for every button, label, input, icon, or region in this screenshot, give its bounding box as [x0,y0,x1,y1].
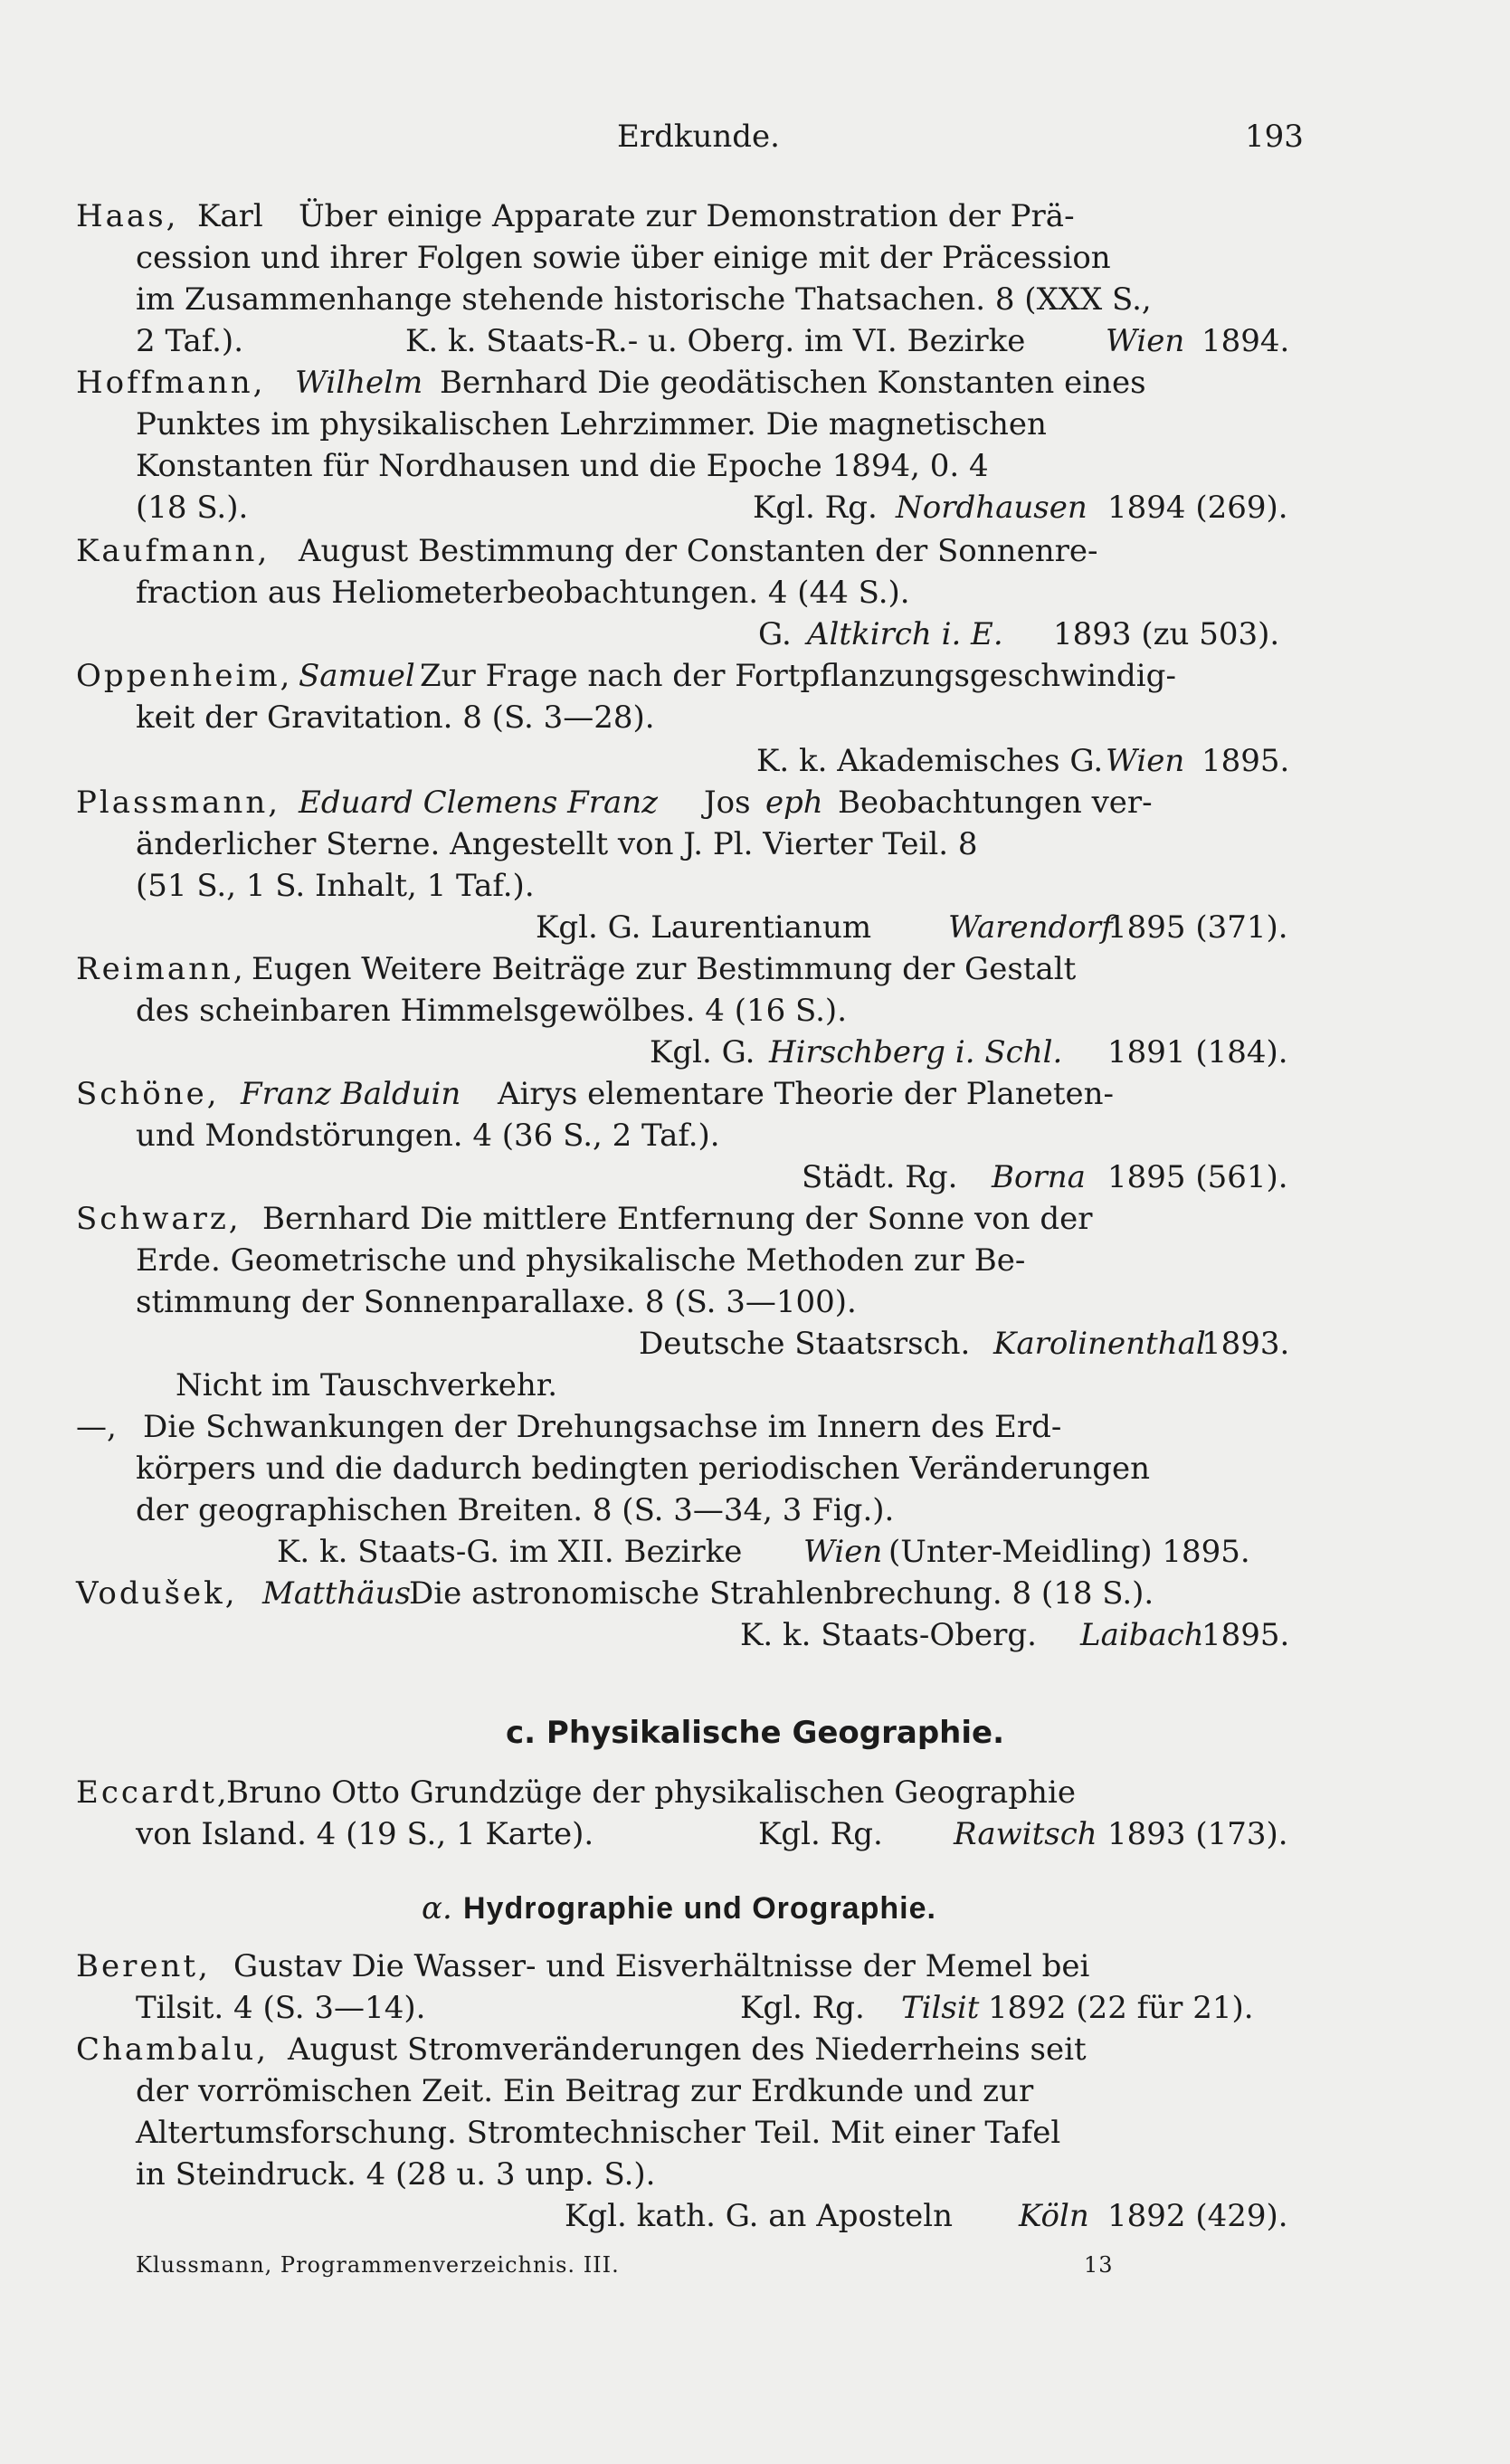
entry-line: Eccardt, Bruno Otto Grundzüge der physikalischen Geographie [0,1772,1510,1813]
author-name: Oppenheim, [76,658,293,694]
entry-line: K. k. Staats-Oberg. Laibach 1895. [740,1617,1290,1653]
entry-line: in Steindruck. 4 (28 u. 3 unp. S.). [136,2156,656,2193]
entry-line: stimmung der Sonnenparallaxe. 8 (S. 3—100). [136,1284,857,1320]
author-name: Eccardt, [76,1774,230,1811]
author-name: Haas, [76,198,179,234]
footer-publication: Klussmann, Programmenverzeichnis. III. [136,2252,620,2278]
entry-line: keit der Gravitation. 8 (S. 3—28). [136,699,655,736]
page-footer [0,2244,1510,2286]
author-name: Kaufmann, [76,533,271,569]
entry-line: Deutsche Staatsrsch. Karolinenthal 1893. [639,1326,1290,1362]
author-name: Schwarz, [76,1201,242,1237]
entry-note: Nicht im Tauschverkehr. [176,1367,558,1403]
entry-line: Altertumsforschung. Stromtechnischer Teil. Mit einer Tafel [136,2115,1061,2151]
entry-line: von Island. 4 (19 S., 1 Karte). Kgl. Rg. Rawitsch 1893 (173). [136,1816,1288,1852]
entry-line: der vorrömischen Zeit. Ein Beitrag zur Erdkunde und zur [136,2073,1034,2109]
author-name: Chambalu, [76,2031,270,2068]
author-name: Plassmann, [76,785,281,821]
entry-line: K. k. Staats-G. im XII. Bezirke Wien (Unter-Meidling) 1895. [277,1534,1250,1570]
entry-line: Schwarz, Bernhard Die mittlere Entfernung der Sonne von der [0,1198,1510,1240]
entry-line: —, Die Schwankungen der Drehungsachse im Innern des Erd- [76,1409,1062,1445]
entry-line: Konstanten für Nordhausen und die Epoche 1894, 0. 4 [136,448,989,484]
author-name: Schöne, [76,1076,220,1112]
author-name: Vodušek, [76,1575,238,1612]
entry-line: Oppenheim, Samuel Zur Frage nach der Fortpflanzungsgeschwindig- [0,655,1510,697]
entry-line: Schöne, Franz Balduin Airys elementare Theorie der Planeten- [0,1073,1510,1115]
entry-line: Chambalu, August Stromveränderungen des Niederrheins seit [0,2029,1510,2070]
entry-line: der geographischen Breiten. 8 (S. 3—34, 3 Fig.). [136,1492,895,1528]
section-heading: c. Physikalische Geographie. [506,1715,1004,1751]
entry-line: Kaufmann, August Bestimmung der Constanten der Sonnenre- [0,530,1510,572]
entry-line: Kgl. G. Hirschberg i. Schl. 1891 (184). [650,1034,1288,1070]
entry-line: Kgl. kath. G. an Aposteln Köln 1892 (429). [565,2198,1288,2234]
entry-line: Kgl. G. Laurentianum Warendorf 1895 (371). [536,909,1288,946]
entry-line: Vodušek, Matthäus Die astronomische Strahlenbrechung. 8 (18 S.). [0,1573,1510,1614]
entry-line: cession und ihrer Folgen sowie über einige mit der Präcession [136,240,1111,276]
entry-line: im Zusammenhange stehende historische Thatsachen. 8 (XXX S., [136,281,1152,318]
entry-line: des scheinbaren Himmelsgewölbes. 4 (16 S.). [136,993,848,1029]
entry-line: Städt. Rg. Borna 1895 (561). [802,1159,1288,1195]
subsection-heading: α. Hydrographie und Orographie. [422,1890,936,1926]
entry-line: änderlicher Sterne. Angestellt von J. Pl. Vierter Teil. 8 [136,826,978,862]
entry-line: fraction aus Heliometerbeobachtungen. 4 (44 S.). [136,575,910,611]
entry-line: (51 S., 1 S. Inhalt, 1 Taf.). [136,868,535,904]
author-name: Reimann, [76,951,246,987]
entry-line: Erde. Geometrische und physikalische Methoden zur Be- [136,1242,1026,1279]
entry-line: Plassmann, Eduard Clemens Franz Jos e ph Beobachtungen ver- [0,782,1510,823]
entry-line: Punktes im physikalischen Lehrzimmer. Die magnetischen [136,406,1047,442]
entry-line: Hoffmann, Wilhelm Bernhard Die geodätischen Konstanten eines [0,362,1510,404]
entry-line: (18 S.). Kgl. Rg. Nordhausen 1894 (269). [136,490,1288,526]
running-header [0,116,1510,157]
entry-line: Haas, Karl Über einige Apparate zur Demonstration der Prä- [0,195,1510,237]
author-name: Berent, [76,1948,211,1984]
header-title: Erdkunde. [617,119,780,155]
entry-line: Tilsit. 4 (S. 3—14). Kgl. Rg. Tilsit 1892 (22 für 21). [136,1990,1254,2026]
page-number: 193 [1245,119,1304,155]
entry-line: G. Altkirch i. E. 1893 (zu 503). [758,616,1280,652]
entry-line: und Mondstörungen. 4 (36 S., 2 Taf.). [136,1118,720,1154]
entry-line: Reimann, Eugen Weitere Beiträge zur Bestimmung der Gestalt [0,948,1510,990]
entry-line: K. k. Akademisches G. Wien 1895. [756,743,1290,779]
entry-line: 2 Taf.). K. k. Staats-R.- u. Oberg. im VI. Bezirke Wien 1894. [136,323,1290,359]
entry-line: Berent, Gustav Die Wasser- und Eisverhältnisse der Memel bei [0,1946,1510,1987]
signature-mark: 13 [1084,2252,1114,2278]
author-name: Hoffmann, [76,365,266,401]
entry-line: körpers und die dadurch bedingten periodischen Veränderungen [136,1451,1151,1487]
